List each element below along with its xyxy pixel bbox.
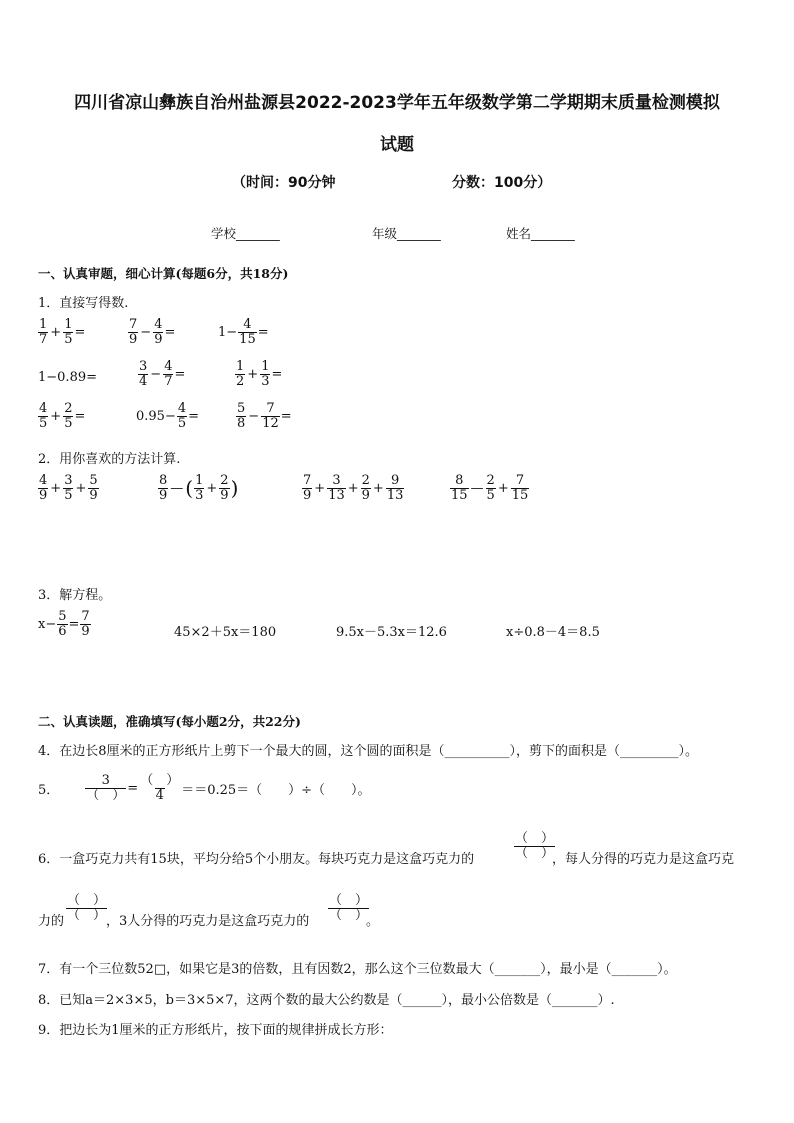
q6-blank-fraction-3: $\frac{( )}{( )}$ [329, 893, 369, 923]
q1-expr-7: $\frac{4}{5}$ + $\frac{2}{5}$ = [39, 401, 86, 431]
q6-blank-fraction-1: $\frac{( )}{( )}$ [515, 831, 555, 861]
fraction: $\frac{5}{6}$ [58, 609, 67, 639]
fraction: $\frac{1}{5}$ [64, 317, 73, 347]
fraction: $\frac{4}{15}$ [239, 317, 256, 347]
q1-expr-9: $\frac{5}{8}$ − $\frac{7}{12}$ = [237, 401, 292, 431]
q2-expr-1: $\frac{4}{9}$ + $\frac{3}{5}$ + $\frac{5}{9}$ [39, 473, 98, 503]
name-field: 姓名_______ [506, 226, 575, 241]
q3-eq-4: x÷0.8－4＝8.5 [506, 625, 600, 640]
q4: 4．在边长8厘米的正方形纸片上剪下一个最大的圆，这个圆的面积是（__________），剪下的面积是（_________）。 [38, 744, 699, 759]
page-title-line2: 试题 [380, 135, 414, 155]
fraction: $\frac{4}{7}$ [164, 359, 173, 389]
fraction: $\frac{8}{9}$ [159, 473, 168, 503]
q6-line2-start: 力的 [38, 914, 65, 929]
fraction: $\frac{1}{3}$ [195, 473, 204, 503]
fraction-blank-denominator: $\frac{3}{( )}$ [86, 773, 126, 803]
fraction: $\frac{1}{7}$ [39, 317, 48, 347]
fraction: $\frac{9}{13}$ [386, 473, 404, 503]
q7: 7．有一个三位数52□，如果它是3的倍数，且有因数2，那么这个三位数最大（_______），最小是（_______）。 [38, 962, 677, 977]
fraction: $\frac{3}{13}$ [328, 473, 345, 503]
q9: 9．把边长为1厘米的正方形纸片，按下面的规律拼成长方形： [38, 1023, 393, 1038]
q2-expr-2: $\frac{8}{9}$ — ( $\frac{1}{3}$ + $\frac{2}{9}$ ) [159, 473, 239, 503]
fraction: $\frac{7}{9}$ [81, 609, 90, 639]
page-title: 四川省凉山彝族自治州盐源县2022-2023学年五年级数学第二学期期末质量检测模拟 [74, 93, 720, 113]
fraction: $\frac{2}{5}$ [64, 401, 73, 431]
section1-heading: 一、认真审题，细心计算(每题6分，共18分) [38, 266, 289, 281]
q1-expr-1: $\frac{1}{7}$ + $\frac{1}{5}$ = [39, 317, 86, 347]
fraction: $\frac{2}{9}$ [361, 473, 370, 503]
fraction: $\frac{5}{8}$ [237, 401, 246, 431]
q8: 8．已知a＝2×3×5，b＝3×5×7，这两个数的最大公约数是（______），最小公倍数是（_______）. [38, 993, 615, 1008]
fraction: $\frac{4}{9}$ [154, 317, 163, 347]
q6-blank-fraction-2: $\frac{( )}{( )}$ [67, 893, 107, 923]
section2-heading: 二、认真读题，准确填写(每小题2分，共22分) [38, 714, 301, 729]
q2-expr-3: $\frac{7}{9}$ + $\frac{3}{13}$ + $\frac{2}{9}$ + $\frac{9}{13}$ [303, 473, 404, 503]
q1-label: 1．直接写得数. [38, 296, 129, 311]
q1-expr-5: $\frac{3}{4}$ − $\frac{4}{7}$ = [139, 359, 186, 389]
q6-line1: 6．一盒巧克力共有15块，平均分给5个小朋友。每块巧克力是这盒巧克力的 [38, 852, 475, 867]
fraction-blank-numerator: $\frac{( )}{4}$ [140, 773, 180, 803]
q3-eq-3: 9.5x－5.3x＝12.6 [336, 625, 447, 640]
fraction: $\frac{3}{5}$ [64, 473, 73, 503]
q3-eq-2: 45×2＋5x＝180 [174, 625, 277, 640]
fraction: $\frac{7}{12}$ [262, 401, 279, 431]
q5: 5． $\frac{3}{( )}$ = $\frac{( )}{4}$ ＝＝0.25＝（ ）÷（ ）。 [38, 773, 371, 803]
q6-line2-end: 。 [366, 914, 380, 929]
fraction: $\frac{1}{3}$ [261, 359, 270, 389]
fraction: $\frac{7}{9}$ [129, 317, 138, 347]
q1-expr-3: 1− $\frac{4}{15}$ = [218, 317, 269, 347]
fraction: $\frac{8}{15}$ [451, 473, 468, 503]
q3-eq-1: x− $\frac{5}{6}$ = $\frac{7}{9}$ [38, 609, 90, 639]
grade-field: 年级_______ [372, 226, 441, 241]
q1-expr-8: 0.95− $\frac{4}{5}$ = [136, 401, 200, 431]
q3-label: 3．解方程。 [38, 588, 112, 603]
fraction: $\frac{1}{2}$ [236, 359, 245, 389]
fraction: $\frac{4}{5}$ [177, 401, 187, 431]
q1-expr-2: $\frac{7}{9}$ − $\frac{4}{9}$ = [129, 317, 176, 347]
score-info: 分数：100分） [452, 175, 552, 191]
q2-label: 2．用你喜欢的方法计算. [38, 452, 181, 467]
fraction: $\frac{7}{15}$ [511, 473, 529, 503]
fraction: $\frac{4}{9}$ [39, 473, 48, 503]
fraction: $\frac{3}{4}$ [139, 359, 148, 389]
time-info: （时间：90分钟 [232, 175, 336, 191]
q6-line2-mid: ，3人分得的巧克力是这盒巧克力的 [106, 914, 310, 929]
fraction: $\frac{4}{5}$ [39, 401, 48, 431]
q6-line1-end: ，每人分得的巧克力是这盒巧克 [552, 852, 735, 867]
fraction: $\frac{7}{9}$ [303, 473, 312, 503]
fraction: $\frac{2}{5}$ [486, 473, 495, 503]
school-field: 学校_______ [211, 226, 280, 241]
fraction: $\frac{5}{9}$ [89, 473, 98, 503]
q1-expr-4: 1−0.89= [38, 370, 98, 385]
fraction: $\frac{2}{9}$ [220, 473, 229, 503]
q2-expr-4: $\frac{8}{15}$ — $\frac{2}{5}$ + $\frac{7}{15}$ [451, 473, 529, 503]
q1-expr-6: $\frac{1}{2}$ + $\frac{1}{3}$ = [236, 359, 283, 389]
